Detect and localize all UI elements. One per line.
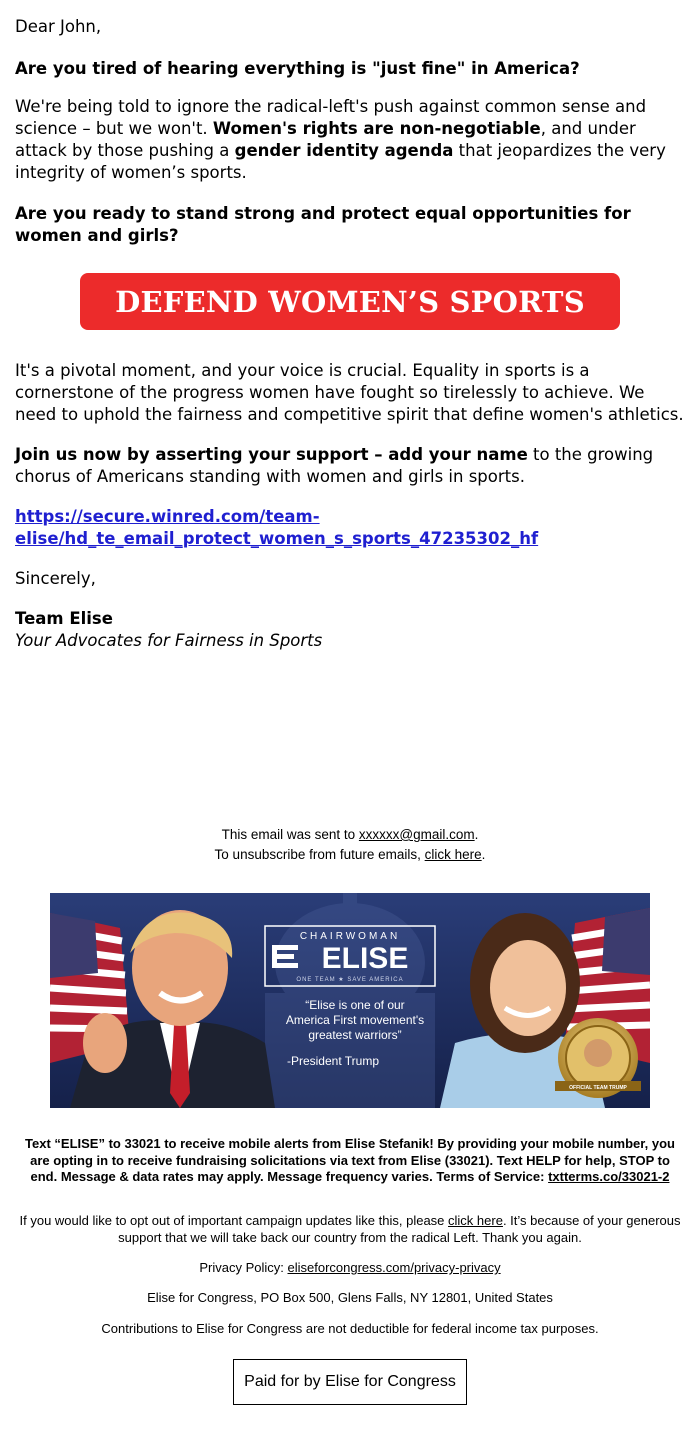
unsubscribe-text: To unsubscribe from future emails, [214,847,425,862]
sent-period: . [474,827,479,842]
seal-text: OFFICIAL TEAM TRUMP [569,1085,627,1091]
link-line-2: elise/hd_te_email_protect_women_s_sports_47235302_hf [15,529,539,548]
sent-text: This email was sent to [221,827,359,842]
donation-link-paragraph [15,506,687,550]
signature-team: Team Elise [15,609,113,628]
signoff: Sincerely, [15,569,96,588]
banner-quote-line-1: “Elise is one of our [305,998,405,1012]
link-line-1: https://secure.winred.com/team- [15,507,320,526]
mailing-address: Elise for Congress, PO Box 500, Glens Falls, NY 12801, United States [147,1290,553,1305]
privacy-label: Privacy Policy: [199,1260,288,1275]
banner-elise-text: ELISE [321,942,409,975]
banner-sub-text: ONE TEAM ★ SAVE AMERICA [296,977,404,983]
text-alert-text: Text “ELISE” to 33021 to receive mobile alerts from Elise Stefanik! By providing your mobile number, you are opting in to receive fundraising solicitations via text from Elise (33021). Text HELP for help, STOP to end. Message & data rates may apply. Message frequency varies. Terms of Service: [25,1136,675,1184]
body-paragraph-1 [15,96,687,184]
banner-chairwoman-text: CHAIRWOMAN [299,931,401,942]
privacy-policy-link[interactable]: eliseforcongress.com/privacy-privacy [287,1260,501,1275]
body1-text-end: that jeopardizes the very integrity of women’s sports. [15,141,666,182]
paid-for-by-box: Paid for by Elise for Congress [233,1359,467,1405]
optout-link[interactable]: click here [448,1213,503,1228]
banner-graphic [50,893,650,1108]
unsubscribe-period: . [481,847,486,862]
text-alert-notice [18,1136,682,1186]
contribution-disclaimer: Contributions to Elise for Congress are not deductible for federal income tax purposes. [101,1321,599,1336]
join-bold: Join us now by asserting your support – [15,445,389,464]
optout-text: If you would like to opt out of important campaign updates like this, please [19,1213,449,1228]
add-name-bold: add your name [388,445,528,464]
donation-link[interactable] [15,507,538,548]
greeting: Dear John, [15,17,102,36]
body1-text-mid: , and under attack by those pushing a [15,119,636,160]
optout-notice [18,1213,682,1246]
body1-text: We're being told to ignore the radical-left's push against common sense and science – but we won't. [15,97,647,138]
campaign-banner-image[interactable] [50,893,650,1108]
banner-quote-line-3: greatest warriors” [308,1028,402,1042]
terms-of-service-link[interactable]: txtterms.co/33021-2 [548,1169,670,1184]
headline-question: Are you tired of hearing everything is "just fine" in America? [15,59,580,78]
banner-quote-line-2: America First movement's [285,1013,425,1027]
privacy-policy-line [0,1258,700,1278]
unsubscribe-link[interactable]: click here [424,847,482,862]
banner-attribution: -President Trump [286,1054,380,1068]
body-paragraph-2: It's a pivotal moment, and your voice is crucial. Equality in sports is a cornerstone of the progress women have fought so tirelessly to achieve. We need to uphold the fairness and competitive spirit that define women's athletics. [15,361,684,424]
body1-bold-rights: Women's rights are non-negotiable [212,119,541,138]
sent-notice [0,825,700,865]
body1-bold-agenda: gender identity agenda [234,141,454,160]
defend-womens-sports-button[interactable]: DEFEND WOMEN’S SPORTS [80,273,620,330]
call-question: Are you ready to stand strong and protect equal opportunities for women and girls? [15,204,631,245]
join-text: to the growing chorus of Americans standing with women and girls in sports. [15,445,654,486]
signature-tagline: Your Advocates for Fairness in Sports [15,631,323,650]
join-paragraph [15,444,687,488]
recipient-email-link[interactable]: xxxxxx@gmail.com [358,827,475,842]
optout-text-end: . It’s because of your generous support that we will take back our country from the radical Left. Thank you again. [118,1213,681,1245]
